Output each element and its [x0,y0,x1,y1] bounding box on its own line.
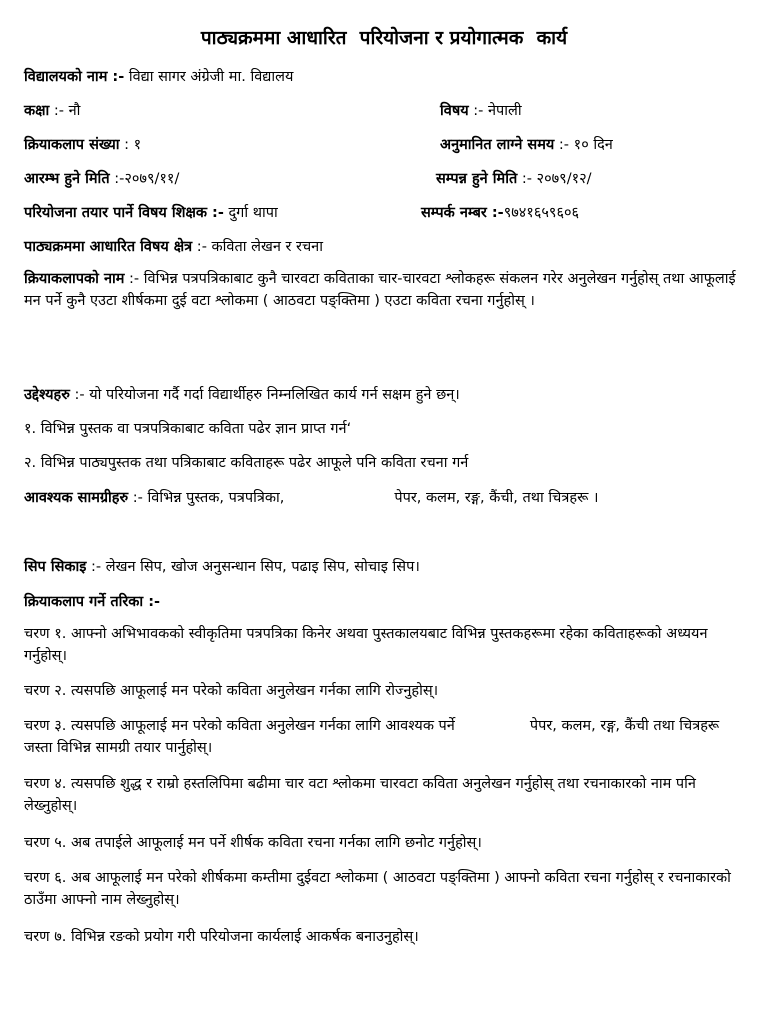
teacher-label: परियोजना तयार पार्ने विषय शिक्षक :- [24,205,224,221]
step-3-tail: पेपर, कलम, रङ्ग, कैंची तथा चित्रहरू जस्ता विभिन्न सामग्री तयार पार्नुहोस्। [24,718,720,756]
start-date-value: :-२०७९/११/ [109,171,180,187]
objectives-value: :- यो परियोजना गर्दै गर्दा विद्यार्थीहरु निम्नलिखित कार्य गर्न सक्षम हुने छन्। [69,387,460,403]
subject-label: विषय [440,103,469,119]
end-date-value: :- २०७९/१२/ [517,171,592,187]
activity-name-value: :- विभिन्न पत्रपत्रिकाबाट कुनै चारवटा कविताका चार-चारवटा श्लोकहरू संकलन गरेर अनुलेखन गर्नुहोस् तथा आफूलाई मन पर्ने कुनै एउटा शीर्षकमा दुई वटा श्लोकमा ( आठवटा पङ्क्तिमा ) एउटा कविता रचना गर्नुहोस् । [24,271,736,309]
materials-value-a: :- विभिन्न पुस्तक, पत्रपत्रिका, [128,490,285,506]
step-2: चरण २. त्यसपछि आफूलाई मन परेको कविता अनुलेखन गर्नका लागि रोज्नुहोस्। [24,683,439,699]
subject-area-value: :- कविता लेखन र रचना [192,239,323,255]
objectives-label: उद्देश्यहरु [24,387,70,403]
document-title: पाठ्यक्रममा आधारित परियोजना र प्रयोगात्मक कार्य [200,27,568,49]
step-6: चरण ६. अब आफूलाई मन परेको शीर्षकमा कम्तीमा दुईवटा श्लोकमा ( आठवटा पङ्क्तिमा ) आफ्नो कविता रचना गर्नुहोस् र रचनाकारको ठाउँमा आफ्नो नाम लेख्नुहोस्। [24,870,731,908]
materials-label: आवश्यक सामग्रीहरु [24,490,129,506]
step-3 [24,715,740,759]
objective-item-1: १. विभिन्न पुस्तक वा पत्रपत्रिकाबाट कविता पढेर ज्ञान प्राप्त गर्न‘ [24,421,352,437]
grade-label: कक्षा [24,103,50,119]
grade-row [24,100,80,120]
end-date-row [436,168,592,188]
activity-name-paragraph [24,268,740,312]
subject-area-label: पाठ्यक्रममा आधारित विषय क्षेत्र [24,239,193,255]
school-value: विद्या सागर अंग्रेजी मा. विद्यालय [124,69,294,85]
start-date-row [24,168,179,188]
end-date-label: सम्पन्न हुने मिति [436,171,518,187]
step-1: चरण १. आफ्नो अभिभावकको स्वीकृतिमा पत्रपत्रिका किनेर अथवा पुस्तकालयबाट विभिन्न पुस्तकहरूमा रहेका कविताहरूको अध्ययन गर्नुहोस्। [24,626,708,664]
skills-label: सिप सिकाइ [24,559,87,575]
activity-name-label: क्रियाकलापको नाम [24,271,125,287]
materials-value-b: पेपर, कलम, रङ्ग, कैंची, तथा चित्रहरू । [394,490,599,506]
subject-area-row [24,236,323,256]
grade-value: :- नौ [49,103,81,119]
skills-value: :- लेखन सिप, खोज अनुसन्धान सिप, पढाइ सिप, सोचाइ सिप। [86,559,420,575]
estimated-time-label: अनुमानित लाग्ने समय [440,137,555,153]
estimated-time-value: :- १० दिन [554,137,613,153]
step-5: चरण ५. अब तपाईले आफूलाई मन पर्ने शीर्षक कविता रचना गर्नका लागि छनोट गर्नुहोस्। [24,835,482,851]
start-date-label: आरम्भ हुने मिति [24,171,110,187]
method-heading: क्रियाकलाप गर्ने तरिका :- [24,594,161,610]
estimated-time-row [440,134,613,154]
activity-count-row [24,134,141,154]
contact-value: ९७४१६५९६०६ [503,205,580,221]
step-7: चरण ७. विभिन्न रङको प्रयोग गरी परियोजना कार्यलाई आकर्षक बनाउनुहोस्। [24,929,419,945]
objective-item-2: २. विभिन्न पाठ्यपुस्तक तथा पत्रिकाबाट कविताहरू पढेर आफूले पनि कविता रचना गर्न [24,455,469,471]
contact-label: सम्पर्क नम्बर :- [421,205,504,221]
school-label: विद्यालयको नाम :- [24,69,125,85]
materials-row [24,487,598,507]
teacher-row [24,202,278,222]
contact-row [421,202,579,222]
step-4: चरण ४. त्यसपछि शुद्ध र राम्रो हस्तलिपिमा बढीमा चार वटा श्लोकमा चारवटा कविता अनुलेखन गर्नुहोस् तथा रचनाकारको नाम पनि लेख्नुहोस्। [24,776,696,814]
objectives-row [24,384,460,404]
step-3-text: चरण ३. त्यसपछि आफूलाई मन परेको कविता अनुलेखन गर्नका लागि आवश्यक पर्ने [24,718,455,734]
school-row [24,66,293,86]
subject-row [440,100,522,120]
activity-count-value: : १ [119,137,142,153]
skills-row [24,556,420,576]
activity-count-label: क्रियाकलाप संख्या [24,137,120,153]
subject-value: :- नेपाली [468,103,522,119]
teacher-value: दुर्गा थापा [223,205,278,221]
